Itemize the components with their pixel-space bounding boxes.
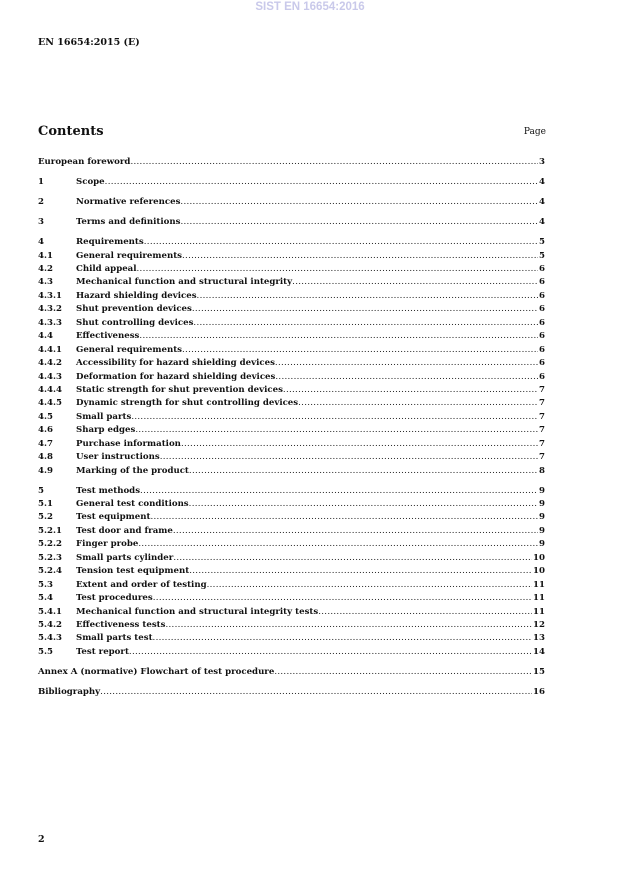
- toc-entry-title: Small parts test: [76, 633, 153, 644]
- toc-entry-page: 7: [539, 425, 545, 436]
- toc-entry-title: Sharp edges: [76, 425, 136, 436]
- toc-entry-title: Bibliography: [38, 686, 101, 697]
- dot-leader: [182, 250, 538, 263]
- watermark: SIST EN 16654:2016: [255, 1, 365, 13]
- dot-leader: [275, 357, 538, 370]
- toc-entry-number: 4.5: [38, 411, 53, 422]
- toc-entry-page: 7: [539, 398, 545, 409]
- dot-leader: [298, 397, 538, 410]
- page-column-label: Page: [523, 127, 546, 137]
- toc-entry-page: 6: [539, 290, 545, 301]
- toc-entry-page: 7: [539, 384, 545, 395]
- toc-entry-page: 6: [539, 344, 545, 355]
- contents-title: Contents: [38, 124, 104, 139]
- toc-entry-title: Hazard shielding devices: [76, 290, 197, 301]
- toc-entry[interactable]: [38, 250, 545, 263]
- toc-entry[interactable]: [38, 646, 545, 659]
- toc-entry-title: Accessibility for hazard shielding devices: [76, 358, 275, 369]
- toc-group: [38, 236, 545, 478]
- toc-entry[interactable]: [38, 498, 545, 511]
- toc-entry[interactable]: [38, 276, 545, 289]
- dot-leader: [100, 686, 532, 699]
- toc-entry-number: 4.4.4: [38, 384, 62, 395]
- toc-entry-title: General test conditions: [76, 499, 189, 510]
- toc-entry-page: 14: [533, 646, 545, 657]
- toc-entry-page: 5: [539, 250, 545, 261]
- toc-entry-page: 6: [539, 277, 545, 288]
- toc-entry[interactable]: [38, 357, 545, 370]
- dot-leader: [197, 290, 538, 303]
- toc-entry-title: General requirements: [76, 344, 183, 355]
- toc-entry[interactable]: [38, 438, 545, 451]
- toc-entry[interactable]: [38, 411, 545, 424]
- toc-entry-number: 5.2: [38, 512, 53, 523]
- toc-entry-page: 11: [533, 593, 545, 604]
- toc-entry-title: User instructions: [76, 452, 160, 463]
- toc-entry[interactable]: [38, 451, 545, 464]
- toc-entry[interactable]: [38, 263, 545, 276]
- toc-entry-number: 5.1: [38, 499, 53, 510]
- dot-leader: [135, 424, 538, 437]
- dot-leader: [139, 330, 538, 343]
- toc-entry[interactable]: [38, 371, 545, 384]
- toc-entry-title: Deformation for hazard shielding devices: [76, 371, 276, 382]
- toc-entry-page: 6: [539, 371, 545, 382]
- toc-entry[interactable]: [38, 384, 545, 397]
- toc-entry-page: 11: [533, 606, 545, 617]
- dot-leader: [138, 538, 538, 551]
- toc-entry-number: 4.6: [38, 425, 53, 436]
- toc-group: [38, 485, 545, 660]
- toc-entry[interactable]: [38, 686, 545, 699]
- toc-entry-number: 4.9: [38, 465, 53, 476]
- toc-entry-page: 15: [533, 666, 545, 677]
- toc-entry-title: Annex A (normative) Flowchart of test procedure: [38, 666, 275, 677]
- dot-leader: [165, 619, 532, 632]
- toc-entry-page: 6: [539, 317, 545, 328]
- toc-entry-number: 5.4.1: [38, 606, 62, 617]
- toc-entry-number: 5.2.4: [38, 566, 62, 577]
- toc-entry-number: 5.2.1: [38, 525, 62, 536]
- dot-leader: [137, 263, 539, 276]
- table-of-contents: [38, 156, 545, 706]
- toc-entry-title: Mechanical function and structural integrity tests: [76, 606, 319, 617]
- toc-entry[interactable]: [38, 236, 545, 249]
- dot-leader: [192, 303, 538, 316]
- toc-entry-page: 8: [539, 465, 545, 476]
- toc-entry-number: 5.4: [38, 593, 53, 604]
- dot-leader: [275, 371, 538, 384]
- toc-entry-number: 4: [38, 237, 44, 248]
- dot-leader: [173, 525, 538, 538]
- dot-leader: [180, 216, 538, 229]
- toc-group: [38, 666, 545, 679]
- dot-leader: [129, 646, 532, 659]
- toc-entry-number: 5: [38, 485, 44, 496]
- dot-leader: [105, 176, 538, 189]
- toc-entry-title: Child appeal: [76, 264, 137, 274]
- toc-entry[interactable]: [38, 565, 545, 578]
- dot-leader: [180, 196, 538, 209]
- toc-entry[interactable]: [38, 606, 545, 619]
- toc-entry-page: 6: [539, 264, 545, 274]
- dot-leader: [131, 411, 538, 424]
- dot-leader: [274, 666, 532, 679]
- toc-group: [38, 216, 545, 229]
- toc-entry-title: Tension test equipment: [76, 566, 190, 577]
- dot-leader: [173, 552, 532, 565]
- toc-entry-page: 9: [539, 512, 545, 523]
- toc-entry-title: Marking of the product: [76, 465, 189, 476]
- toc-entry-title: Effectiveness tests: [76, 619, 166, 630]
- toc-entry-page: 4: [539, 217, 545, 228]
- toc-group: [38, 176, 545, 189]
- toc-entry-page: 16: [533, 686, 545, 697]
- toc-entry-page: 6: [539, 304, 545, 315]
- toc-entry-number: 5.4.2: [38, 619, 62, 630]
- dot-leader: [189, 465, 538, 478]
- toc-entry[interactable]: [38, 156, 545, 169]
- dot-leader: [207, 579, 532, 592]
- toc-entry-number: 4.8: [38, 452, 53, 463]
- toc-entry[interactable]: [38, 317, 545, 330]
- dot-leader: [182, 344, 538, 357]
- toc-group: [38, 156, 545, 169]
- toc-entry-title: Dynamic strength for shut controlling devices: [76, 398, 299, 409]
- toc-entry-title: Terms and definitions: [76, 217, 181, 228]
- toc-entry-page: 6: [539, 331, 545, 342]
- toc-entry-number: 5.5: [38, 646, 53, 657]
- toc-entry-page: 4: [539, 197, 545, 208]
- toc-entry-page: 10: [533, 552, 545, 563]
- toc-entry-title: Test procedures: [76, 593, 153, 604]
- toc-entry[interactable]: [38, 525, 545, 538]
- toc-entry-page: 3: [539, 157, 545, 167]
- toc-entry-title: Effectiveness: [76, 331, 140, 342]
- toc-entry[interactable]: [38, 552, 545, 565]
- dot-leader: [283, 384, 538, 397]
- toc-entry-title: Shut controlling devices: [76, 317, 194, 328]
- toc-entry-title: General requirements: [76, 250, 183, 261]
- document-header: EN 16654:2015 (E): [38, 37, 140, 48]
- toc-entry-title: Normative references: [76, 197, 181, 208]
- toc-entry-page: 9: [539, 485, 545, 496]
- toc-entry-number: 5.3: [38, 579, 53, 590]
- toc-entry-number: 4.4.3: [38, 371, 62, 382]
- toc-entry[interactable]: [38, 216, 545, 229]
- dot-leader: [140, 485, 538, 498]
- toc-entry-title: Small parts: [76, 411, 132, 422]
- toc-entry-number: 4.3: [38, 277, 53, 288]
- dot-leader: [189, 498, 538, 511]
- dot-leader: [193, 317, 538, 330]
- toc-entry-title: Scope: [76, 177, 105, 188]
- toc-entry-page: 12: [533, 619, 545, 630]
- dot-leader: [153, 632, 532, 645]
- toc-entry[interactable]: [38, 579, 545, 592]
- toc-entry[interactable]: [38, 344, 545, 357]
- toc-group: [38, 686, 545, 699]
- toc-entry-number: 4.3.3: [38, 317, 62, 328]
- toc-entry-title: Test methods: [76, 485, 141, 496]
- toc-entry-page: 4: [539, 177, 545, 188]
- toc-entry-number: 4.3.2: [38, 304, 62, 315]
- dot-leader: [292, 276, 538, 289]
- toc-entry-number: 4.4.1: [38, 344, 62, 355]
- toc-entry-title: Mechanical function and structural integrity: [76, 277, 293, 288]
- dot-leader: [318, 606, 532, 619]
- toc-group: [38, 196, 545, 209]
- toc-entry-title: Test report: [76, 646, 129, 657]
- toc-entry-number: 5.4.3: [38, 633, 62, 644]
- toc-entry-page: 6: [539, 358, 545, 369]
- toc-entry-title: Finger probe: [76, 539, 139, 550]
- dot-leader: [160, 451, 538, 464]
- dot-leader: [153, 592, 532, 605]
- dot-leader: [144, 236, 538, 249]
- dot-leader: [181, 438, 538, 451]
- toc-entry[interactable]: [38, 176, 545, 189]
- toc-entry-number: 4.3.1: [38, 290, 62, 301]
- toc-entry-title: Requirements: [76, 237, 144, 248]
- toc-entry[interactable]: [38, 330, 545, 343]
- toc-entry-number: 2: [38, 197, 44, 208]
- toc-entry[interactable]: [38, 511, 545, 524]
- toc-entry[interactable]: [38, 397, 545, 410]
- toc-entry-title: European foreword: [38, 157, 131, 167]
- toc-entry-page: 5: [539, 237, 545, 248]
- toc-entry-title: Static strength for shut prevention devices: [76, 384, 283, 395]
- toc-entry-page: 11: [533, 579, 545, 590]
- toc-entry-title: Purchase information: [76, 438, 181, 449]
- toc-entry[interactable]: [38, 538, 545, 551]
- toc-entry-number: 4.1: [38, 250, 53, 261]
- toc-entry-number: 1: [38, 177, 44, 188]
- toc-entry[interactable]: [38, 619, 545, 632]
- toc-entry-page: 9: [539, 539, 545, 550]
- dot-leader: [189, 565, 532, 578]
- toc-entry-page: 7: [539, 411, 545, 422]
- toc-entry[interactable]: [38, 303, 545, 316]
- toc-entry-number: 5.2.2: [38, 539, 62, 550]
- toc-entry[interactable]: [38, 592, 545, 605]
- toc-entry-title: Extent and order of testing: [76, 579, 207, 590]
- toc-entry-number: 4.7: [38, 438, 53, 449]
- toc-entry-page: 7: [539, 438, 545, 449]
- toc-entry-page: 9: [539, 525, 545, 536]
- page-number: 2: [38, 834, 45, 845]
- toc-entry-title: Test door and frame: [76, 525, 173, 536]
- toc-entry-number: 3: [38, 217, 44, 228]
- toc-entry-title: Test equipment: [76, 512, 151, 523]
- dot-leader: [130, 156, 538, 169]
- dot-leader: [150, 511, 538, 524]
- toc-entry-number: 4.4: [38, 331, 53, 342]
- toc-entry[interactable]: [38, 424, 545, 437]
- toc-entry-page: 13: [533, 633, 545, 644]
- toc-entry-page: 9: [539, 499, 545, 510]
- toc-entry-number: 5.2.3: [38, 552, 62, 563]
- toc-entry-page: 7: [539, 452, 545, 463]
- toc-entry-title: Small parts cylinder: [76, 552, 174, 563]
- toc-entry-number: 4.4.5: [38, 398, 62, 409]
- toc-entry-number: 4.4.2: [38, 358, 62, 369]
- toc-entry[interactable]: [38, 666, 545, 679]
- toc-entry[interactable]: [38, 485, 545, 498]
- toc-entry-number: 4.2: [38, 264, 53, 274]
- toc-entry-page: 10: [533, 566, 545, 577]
- toc-entry[interactable]: [38, 632, 545, 645]
- toc-entry[interactable]: [38, 465, 545, 478]
- toc-entry[interactable]: [38, 290, 545, 303]
- toc-entry[interactable]: [38, 196, 545, 209]
- toc-entry-title: Shut prevention devices: [76, 304, 192, 315]
